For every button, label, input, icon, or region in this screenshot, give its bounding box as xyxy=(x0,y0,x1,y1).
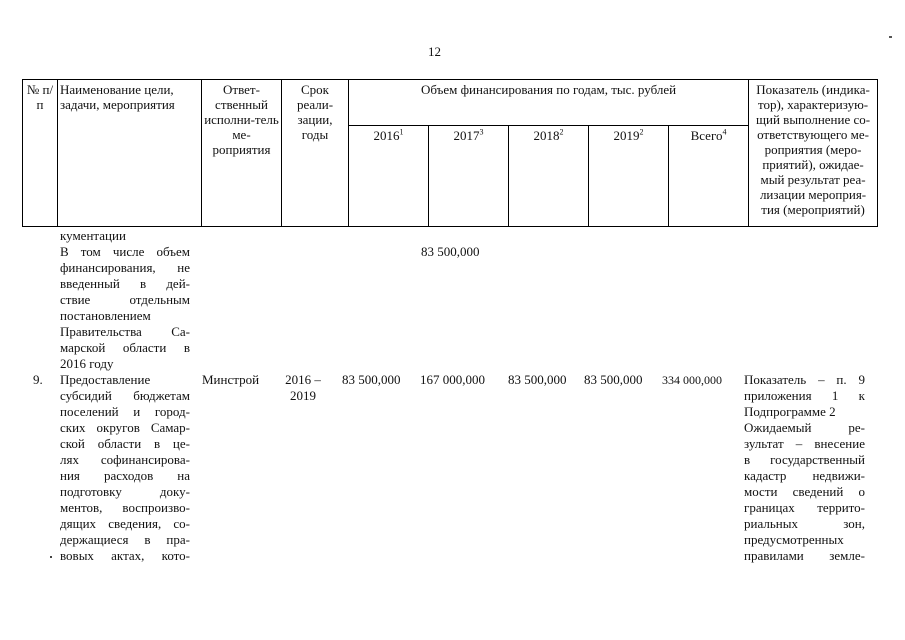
row9-name-line: ских округов Самар- xyxy=(60,420,190,435)
continuation-line: марской области в xyxy=(60,340,190,355)
continuation-tail: кументации xyxy=(60,228,126,243)
row9-name-line: ской области в це- xyxy=(60,436,190,451)
row9-name-line: ментов, воспроизво- xyxy=(60,500,190,515)
funding-table-header xyxy=(22,79,878,227)
page-number: 12 xyxy=(428,44,441,59)
scan-speck xyxy=(50,556,52,558)
row9-2019: 83 500,000 xyxy=(584,372,643,387)
name-continuation xyxy=(60,228,190,372)
year-2018-header: 2018$^2$ xyxy=(509,126,589,227)
row9-indicator-line: Ожидаемый ре- xyxy=(744,420,865,435)
row9-name-line: Предоставление xyxy=(60,372,151,387)
col-indicator-header: Показатель (индика-тор), характеризую-щий выполнение со-ответствующего ме-роприятия (меро-приятий), ожидае-мый результат реа-лизации мероприя-тия (мероприятий) xyxy=(749,80,878,227)
row9-name-line: подготовку доку- xyxy=(60,484,190,499)
row9-term xyxy=(283,372,323,404)
row9-2017: 167 000,000 xyxy=(420,372,485,387)
year-2017-header: 2017$^3$ xyxy=(429,126,509,227)
col-responsible-header: Ответ-ственный исполни-тель ме-роприятия xyxy=(202,80,282,227)
row9-indicator-line: границах террито- xyxy=(744,500,865,515)
total-header: Всего$^4$ xyxy=(669,126,749,227)
row9-name-line: вовых актах, кото- xyxy=(60,548,190,563)
year-2019-header: 2019$^2$ xyxy=(589,126,669,227)
row9-name-line: лях софинансирова- xyxy=(60,452,190,467)
continuation-line: финансирования, не xyxy=(60,260,190,275)
row9-name-line: ния расходов на xyxy=(60,468,190,483)
continuation-line: Правительства Са- xyxy=(60,324,190,339)
row9-indicator-line: правилами земле- xyxy=(744,548,865,563)
row9-indicator-line: риальных зон, xyxy=(744,516,865,531)
row9-indicator-line: предусмотренных xyxy=(744,532,844,547)
row9-name-line: субсидий бюджетам xyxy=(60,388,190,403)
continuation-line: В том числе объем xyxy=(60,244,190,259)
row9-indicator-line: приложения 1 к xyxy=(744,388,865,403)
continuation-line: введенный в дей- xyxy=(60,276,190,291)
row9-name-line: держащиеся в пра- xyxy=(60,532,190,547)
row9-indicator-line: кадастр недвижи- xyxy=(744,468,865,483)
row9-term-line: 2019 xyxy=(290,388,316,403)
row9-indicator-line: зультат – внесение xyxy=(744,436,865,451)
row9-term-line: 2016 – xyxy=(285,372,321,387)
col-funding-header: Объем финансирования по годам, тыс. рублей xyxy=(349,80,749,126)
col-name-header: Наименование цели, задачи, мероприятия xyxy=(58,80,202,227)
continuation-line: 2016 году xyxy=(60,356,114,371)
row9-2016: 83 500,000 xyxy=(342,372,401,387)
row9-indicator-line: в государственный xyxy=(744,452,865,467)
col-num-header: № п/п xyxy=(23,80,58,227)
row9-indicator xyxy=(744,372,865,564)
row9-indicator-line: Подпрограмме 2 xyxy=(744,404,836,419)
scan-mark xyxy=(889,36,892,38)
row9-name-line: поселений и город- xyxy=(60,404,190,419)
continuation-amount-2017: 83 500,000 xyxy=(421,244,480,259)
year-2016-header: 2016$^1$ xyxy=(349,126,429,227)
row9-name xyxy=(60,372,190,564)
row9-2018: 83 500,000 xyxy=(508,372,567,387)
continuation-line: постановлением xyxy=(60,308,151,323)
row9-indicator-line: Показатель – п. 9 xyxy=(744,372,865,387)
row9-total: 334 000,000 xyxy=(662,373,722,387)
row9-name-line: дящих сведения, со- xyxy=(60,516,190,531)
col-term-header: Срок реали-зации, годы xyxy=(282,80,349,227)
row9-responsible: Минстрой xyxy=(202,372,260,387)
row9-indicator-line: мости сведений о xyxy=(744,484,865,499)
row-number: 9. xyxy=(33,372,43,387)
continuation-line: ствие отдельным xyxy=(60,292,190,307)
